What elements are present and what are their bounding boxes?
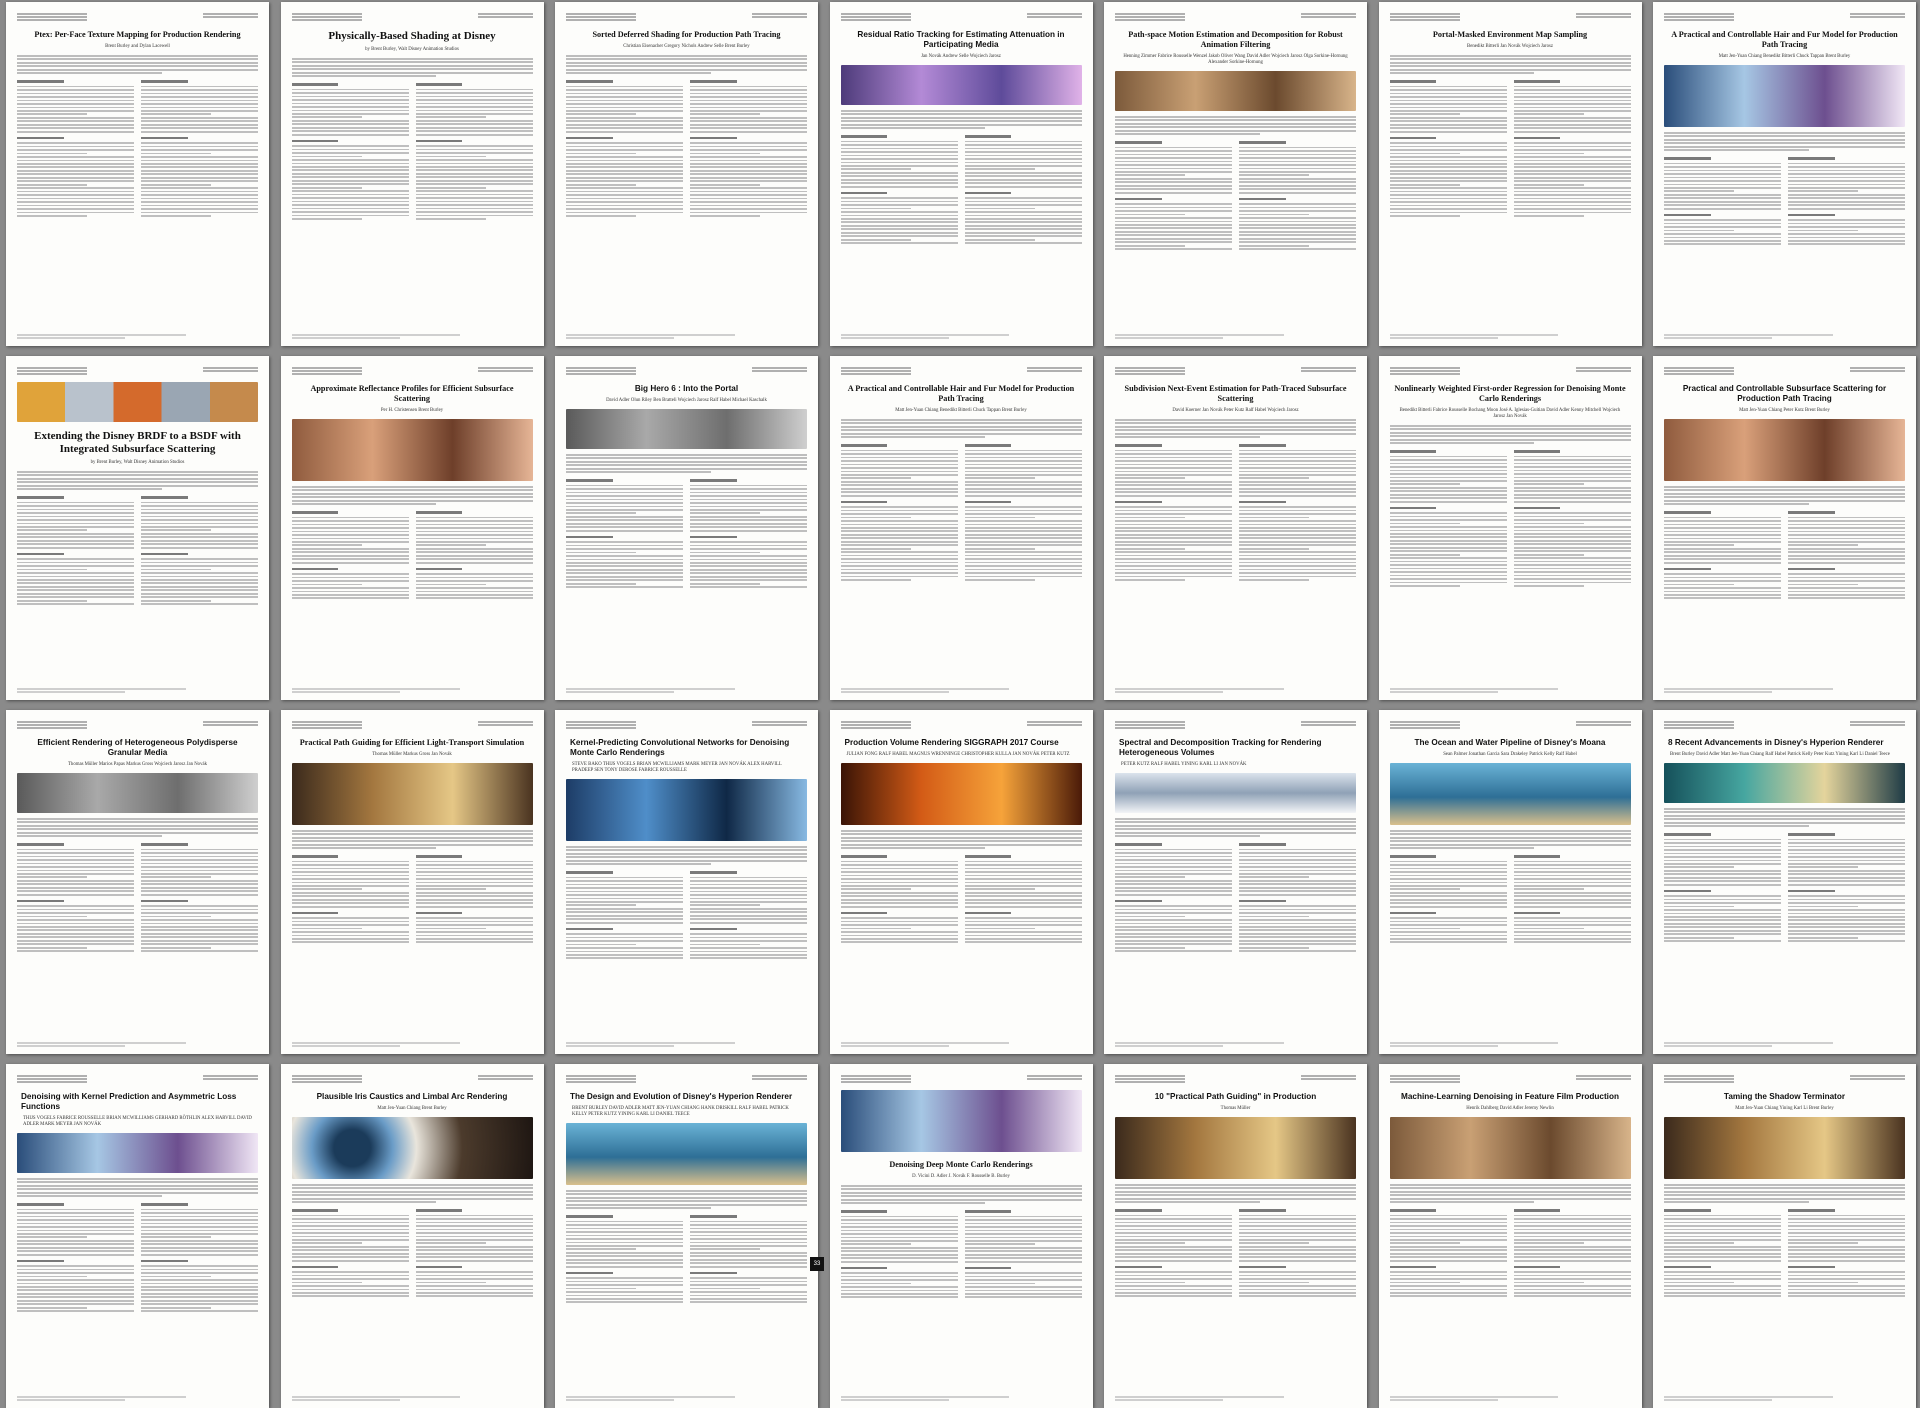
body-text-columns: [1390, 76, 1631, 219]
teaser-figure: [841, 1090, 1082, 1152]
body-text-columns: [17, 839, 258, 954]
page-footer-lines: [292, 687, 533, 694]
paper-title: A Practical and Controllable Hair and Fur Model for Production Path Tracing: [847, 384, 1075, 403]
page-header-lines: [17, 1074, 258, 1084]
paper-thumbnail[interactable]: [281, 356, 544, 700]
teaser-figure: [1390, 1117, 1631, 1179]
paper-title: Taming the Shadow Terminator: [1723, 1092, 1846, 1101]
abstract-text-lines: [1390, 1184, 1631, 1203]
paper-title: Practical and Controllable Subsurface Scattering for Production Path Tracing: [1682, 384, 1887, 403]
paper-thumbnail[interactable]: [6, 710, 269, 1054]
paper-authors: Brent Burley David Adler Matt Jen-Yuan Chiang Ralf Habel Patrick Kelly Peter Kutz Yining Karl Li Daniel Teece: [1670, 752, 1890, 757]
page-footer-lines: [1115, 1041, 1356, 1048]
page-header-lines: [566, 720, 807, 730]
paper-title: Denoising Deep Monte Carlo Renderings: [889, 1160, 1033, 1169]
page-footer-lines: [292, 333, 533, 340]
paper-authors: Henning Zimmer Fabrice Rousselle Wenzel Jakob Oliver Wang David Adler Wojciech Jarosz Olga Sorkine-Hornung Alexander Sorkine-Hornung: [1123, 54, 1348, 65]
paper-authors: Matt Jen-Yuan Chiang Peter Kutz Brent Burley: [1739, 408, 1830, 413]
teaser-figure: [566, 779, 807, 841]
page-header-lines: [292, 366, 533, 376]
abstract-text-lines: [1664, 1184, 1905, 1203]
page-footer-lines: [566, 1041, 807, 1048]
paper-authors: BRENT BURLEY DAVID ADLER MATT JEN-YUAN CHIANG HANK DRISKILL RALF HABEL PATRICK KELLY PETER KUTZ YINING KARL LI DANIEL TEECE: [572, 1106, 789, 1117]
paper-authors: by Brent Burley, Walt Disney Animation Studios: [90, 460, 185, 465]
body-text-columns: [17, 492, 258, 607]
paper-thumbnail[interactable]: [1653, 710, 1916, 1054]
paper-title: Efficient Rendering of Heterogeneous Polydisperse Granular Media: [37, 738, 238, 757]
paper-authors: JULIAN FONG RALF HABEL MAGNUS WRENNINGE CHRISTOPHER KULLA JAN NOVÁK PETER KUTZ: [846, 752, 1070, 757]
paper-thumbnail[interactable]: [1653, 1064, 1916, 1408]
body-text-columns: [17, 76, 258, 219]
page-footer-lines: [841, 1041, 1082, 1048]
abstract-text-lines: [566, 454, 807, 473]
body-text-columns: [566, 475, 807, 590]
paper-title: A Practical and Controllable Hair and Fur Model for Production Path Tracing: [1671, 30, 1898, 49]
paper-title: Residual Ratio Tracking for Estimating Attenuation in Participating Media: [857, 30, 1065, 49]
abstract-text-lines: [1664, 808, 1905, 827]
page-footer-lines: [292, 1395, 533, 1402]
page-footer-lines: [566, 1395, 807, 1402]
teaser-figure: [292, 419, 533, 481]
page-footer-lines: [1664, 687, 1905, 694]
paper-title: Path-space Motion Estimation and Decomposition for Robust Animation Filtering: [1128, 30, 1343, 49]
teaser-figure: [292, 1117, 533, 1179]
body-text-columns: [1390, 1205, 1631, 1299]
page-header-lines: [1390, 12, 1631, 22]
paper-thumbnail[interactable]: [1104, 356, 1367, 700]
teaser-figure: [17, 773, 258, 813]
body-text-columns: [841, 851, 1082, 945]
abstract-text-lines: [841, 830, 1082, 849]
body-text-columns: [841, 440, 1082, 583]
page-header-lines: [566, 1074, 807, 1084]
paper-authors: Matt Jen-Yuan Chiang Brent Burley: [377, 1106, 447, 1111]
page-number-badge: 33: [810, 1257, 824, 1271]
body-text-columns: [566, 867, 807, 961]
page-footer-lines: [1664, 1041, 1905, 1048]
page-header-lines: [17, 12, 258, 22]
abstract-text-lines: [1115, 419, 1356, 438]
paper-title: Portal-Masked Environment Map Sampling: [1432, 30, 1588, 39]
page-header-lines: [841, 366, 1082, 376]
page-footer-lines: [566, 687, 807, 694]
paper-title: The Design and Evolution of Disney's Hyperion Renderer: [570, 1092, 793, 1101]
paper-authors: Sean Palmer Jonathan Garcia Sara Drakeley Patrick Kelly Ralf Habel: [1443, 752, 1577, 757]
teaser-figure: [1664, 419, 1905, 481]
paper-authors: THIJS VOGELS FABRICE ROUSSELLE BRIAN MCWILLIAMS GERHARD RÖTHLIN ALEX HARVILL DAVID ADLER MARK MEYER JAN NOVÁK: [23, 1116, 252, 1127]
page-header-lines: [1115, 366, 1356, 376]
paper-thumbnail[interactable]: [1379, 356, 1642, 700]
paper-authors: Christian Eisenacher Gregory Nichols Andrew Selle Brent Burley: [623, 44, 750, 49]
page-footer-lines: [1390, 1041, 1631, 1048]
abstract-text-lines: [841, 110, 1082, 129]
page-footer-lines: [1664, 333, 1905, 340]
teaser-figure: [1390, 763, 1631, 825]
paper-title: Nonlinearly Weighted First-order Regression for Denoising Monte Carlo Renderings: [1394, 384, 1626, 403]
paper-thumbnail[interactable]: [281, 1064, 544, 1408]
paper-thumbnail[interactable]: [1104, 710, 1367, 1054]
paper-title: The Ocean and Water Pipeline of Disney's Moana: [1414, 738, 1606, 747]
abstract-text-lines: [1664, 486, 1905, 505]
paper-title: 10 "Practical Path Guiding" in Production: [1154, 1092, 1317, 1101]
body-text-columns: [292, 507, 533, 601]
paper-thumbnail[interactable]: [6, 2, 269, 346]
page-header-lines: [841, 720, 1082, 730]
page-header-lines: [1390, 720, 1631, 730]
abstract-text-lines: [566, 55, 807, 74]
teaser-figure: [17, 1133, 258, 1173]
page-footer-lines: [566, 333, 807, 340]
page-footer-lines: [1115, 1395, 1356, 1402]
page-footer-lines: [1390, 687, 1631, 694]
paper-thumbnail[interactable]: [1379, 2, 1642, 346]
body-text-columns: [1664, 153, 1905, 247]
abstract-text-lines: [1115, 1184, 1356, 1203]
teaser-figure: [1115, 773, 1356, 813]
body-text-columns: [1390, 446, 1631, 589]
paper-authors: Thomas Müller Marios Papas Markus Gross Wojciech Jarosz Jan Novák: [67, 762, 207, 767]
paper-authors: David Koerner Jan Novák Peter Kutz Ralf Habel Wojciech Jarosz: [1172, 408, 1299, 413]
page-header-lines: [566, 12, 807, 22]
teaser-figure: [1664, 763, 1905, 803]
paper-title: Spectral and Decomposition Tracking for Rendering Heterogeneous Volumes: [1119, 738, 1322, 757]
teaser-figure: [1115, 1117, 1356, 1179]
page-footer-lines: [1390, 333, 1631, 340]
paper-title: Ptex: Per-Face Texture Mapping for Production Rendering: [34, 30, 241, 39]
abstract-text-lines: [841, 419, 1082, 438]
abstract-text-lines: [566, 846, 807, 865]
paper-title: 8 Recent Advancements in Disney's Hyperion Renderer: [1668, 738, 1884, 747]
page-footer-lines: [17, 687, 258, 694]
page-header-lines: [1390, 1074, 1631, 1084]
paper-thumbnail[interactable]: [830, 2, 1093, 346]
paper-authors: D. Vicini D. Adler J. Novák F. Rousselle B. Burley: [912, 1174, 1010, 1179]
page-header-lines: [566, 366, 807, 376]
abstract-text-lines: [566, 1190, 807, 1209]
paper-authors: by Brent Burley, Walt Disney Animation Studios: [365, 47, 459, 52]
body-text-columns: [841, 131, 1082, 246]
paper-thumbnail[interactable]: [6, 356, 269, 700]
page-footer-lines: [841, 333, 1082, 340]
paper-thumbnail[interactable]: [555, 1064, 818, 1408]
teaser-figure: [1664, 65, 1905, 127]
paper-authors: PETER KUTZ RALF HABEL YINING KARL LI JAN NOVÁK: [1121, 762, 1247, 767]
abstract-text-lines: [1390, 830, 1631, 849]
body-text-columns: [1115, 839, 1356, 954]
teaser-figure: [1664, 1117, 1905, 1179]
paper-thumbnail[interactable]: [1653, 356, 1916, 700]
page-header-lines: [1115, 720, 1356, 730]
paper-authors: Thomas Müller Markus Gross Jan Novák: [372, 752, 452, 757]
page-header-lines: [1664, 1074, 1905, 1084]
abstract-text-lines: [292, 58, 533, 77]
paper-title: Production Volume Rendering SIGGRAPH 2017 Course: [844, 738, 1059, 747]
paper-thumbnail[interactable]: [555, 2, 818, 346]
body-text-columns: [841, 1206, 1082, 1300]
page-header-lines: [1390, 366, 1631, 376]
paper-authors: Matt Jen-Yuan Chiang Benedikt Bitterli Chuck Tappan Brent Burley: [1718, 54, 1851, 59]
paper-thumbnail[interactable]: [1104, 1064, 1367, 1408]
body-text-columns: [292, 1205, 533, 1299]
paper-thumbnail[interactable]: [830, 1064, 1093, 1408]
page-header-lines: [841, 1074, 1082, 1084]
paper-thumbnail[interactable]: [830, 356, 1093, 700]
page-footer-lines: [841, 1395, 1082, 1402]
body-text-columns: [566, 1211, 807, 1305]
paper-title: Kernel-Predicting Convolutional Networks for Denoising Monte Carlo Renderings: [570, 738, 790, 757]
page-footer-lines: [17, 333, 258, 340]
body-text-columns: [292, 851, 533, 945]
paper-thumbnail[interactable]: [281, 2, 544, 346]
page-header-lines: [292, 720, 533, 730]
paper-authors: Jan Novák Andrew Selle Wojciech Jarosz: [921, 54, 1001, 59]
teaser-figure: [292, 763, 533, 825]
paper-title: Big Hero 6 : Into the Portal: [634, 384, 739, 393]
abstract-text-lines: [292, 486, 533, 505]
paper-thumbnail[interactable]: [1653, 2, 1916, 346]
body-text-columns: [1664, 507, 1905, 601]
paper-authors: Matt Jen-Yuan Chiang Benedikt Bitterli Chuck Tappan Brent Burley: [895, 408, 1027, 413]
abstract-text-lines: [17, 471, 258, 490]
paper-title: Denoising with Kernel Prediction and Asymmetric Loss Functions: [21, 1092, 237, 1111]
page-header-lines: [1664, 720, 1905, 730]
paper-authors: Henrik Dahlberg David Adler Jeremy Newlin: [1466, 1106, 1554, 1111]
paper-authors: David Adler Olun Riley Ben Bratteli Wojciech Jarosz Ralf Habel Michael Kaschalk: [606, 398, 767, 403]
body-text-columns: [1390, 851, 1631, 945]
page-header-lines: [1664, 366, 1905, 376]
body-text-columns: [1664, 1205, 1905, 1299]
abstract-text-lines: [1115, 116, 1356, 135]
paper-title: Machine-Learning Denoising in Feature Film Production: [1401, 1092, 1619, 1101]
teaser-figure: [566, 1123, 807, 1185]
page-header-lines: [1115, 12, 1356, 22]
paper-thumbnail[interactable]: [6, 1064, 269, 1408]
page-footer-lines: [292, 1041, 533, 1048]
page-header-lines: [292, 1074, 533, 1084]
page-header-lines: [1664, 12, 1905, 22]
abstract-text-lines: [17, 55, 258, 74]
paper-title: Sorted Deferred Shading for Production Path Tracing: [592, 30, 781, 39]
page-footer-lines: [1390, 1395, 1631, 1402]
paper-thumbnail[interactable]: [1104, 2, 1367, 346]
paper-authors: Matt Jen-Yuan Chiang Yining Karl Li Brent Burley: [1735, 1106, 1834, 1111]
page-header-lines: [292, 12, 533, 22]
paper-thumbnail[interactable]: [830, 710, 1093, 1054]
paper-thumbnail-grid: [6, 2, 1916, 1406]
abstract-text-lines: [17, 1178, 258, 1197]
body-text-columns: [1115, 440, 1356, 583]
abstract-text-lines: [1664, 132, 1905, 151]
page-footer-lines: [1664, 1395, 1905, 1402]
page-footer-lines: [17, 1041, 258, 1048]
abstract-text-lines: [1115, 818, 1356, 837]
body-text-columns: [1115, 1205, 1356, 1299]
page-footer-lines: [1115, 687, 1356, 694]
paper-thumbnail[interactable]: [555, 356, 818, 700]
body-text-columns: [1664, 829, 1905, 944]
body-text-columns: [292, 79, 533, 222]
abstract-text-lines: [17, 818, 258, 837]
paper-thumbnail[interactable]: [1379, 710, 1642, 1054]
page-header-lines: [841, 12, 1082, 22]
teaser-figure: [841, 763, 1082, 825]
abstract-text-lines: [292, 1184, 533, 1203]
paper-title: Extending the Disney BRDF to a BSDF with Integrated Subsurface Scattering: [34, 430, 241, 455]
page-header-lines: [17, 366, 258, 376]
paper-authors: Benedikt Bitterli Jan Novák Wojciech Jarosz: [1467, 44, 1553, 49]
teaser-figure: [841, 65, 1082, 105]
paper-title: Plausible Iris Caustics and Limbal Arc Rendering: [316, 1092, 508, 1101]
page-footer-lines: [1115, 333, 1356, 340]
body-text-columns: [566, 76, 807, 219]
paper-title: Physically-Based Shading at Disney: [328, 30, 496, 42]
teaser-figure: [566, 409, 807, 449]
abstract-text-lines: [1390, 55, 1631, 74]
paper-authors: Brent Burley and Dylan Lacewell: [105, 44, 170, 49]
paper-title: Subdivision Next-Event Estimation for Path-Traced Subsurface Scattering: [1124, 384, 1347, 403]
paper-title: Practical Path Guiding for Efficient Light-Transport Simulation: [299, 738, 525, 747]
abstract-text-lines: [292, 830, 533, 849]
paper-thumbnail[interactable]: [281, 710, 544, 1054]
page-footer-lines: [17, 1395, 258, 1402]
paper-authors: STEVE BAKO THIJS VOGELS BRIAN MCWILLIAMS MARK MEYER JAN NOVÁK ALEX HARVILL PRADEEP SEN TONY DEROSE FABRICE ROUSSELLE: [572, 762, 782, 773]
body-text-columns: [1115, 137, 1356, 252]
teaser-figure: [17, 382, 258, 422]
paper-thumbnail[interactable]: [555, 710, 818, 1054]
paper-authors: Benedikt Bitterli Fabrice Rousselle Bochang Moon José A. Iglesias-Guitian David Adler Kenny Mitchell Wojciech Jarosz Jan Novák: [1399, 408, 1621, 419]
abstract-text-lines: [1390, 425, 1631, 444]
paper-authors: Thomas Müller: [1220, 1106, 1251, 1111]
teaser-figure: [1115, 71, 1356, 111]
page-footer-lines: [841, 687, 1082, 694]
abstract-text-lines: [841, 1185, 1082, 1204]
page-header-lines: [17, 720, 258, 730]
paper-thumbnail[interactable]: [1379, 1064, 1642, 1408]
body-text-columns: [17, 1199, 258, 1314]
page-header-lines: [1115, 1074, 1356, 1084]
paper-title: Approximate Reflectance Profiles for Efficient Subsurface Scattering: [310, 384, 514, 403]
paper-authors: Per H. Christensen Brent Burley: [380, 408, 444, 413]
